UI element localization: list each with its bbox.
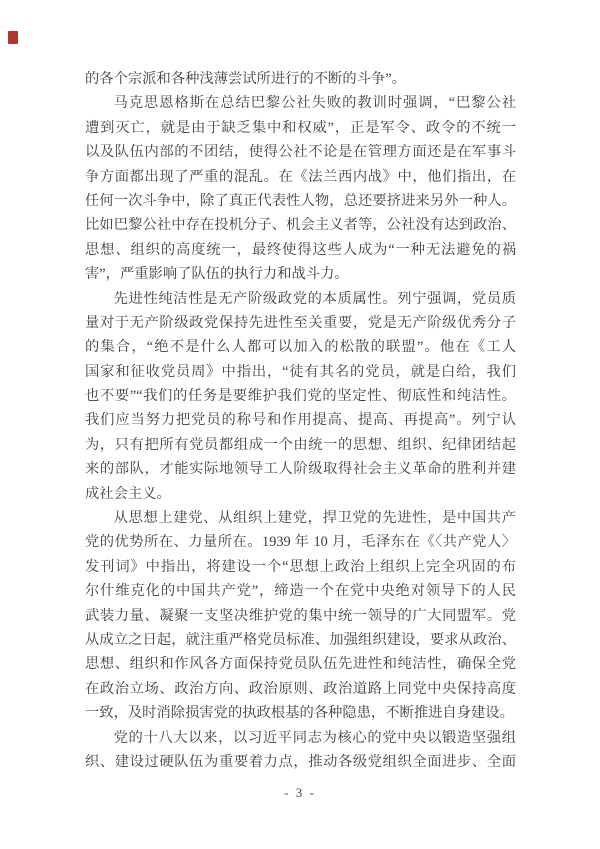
text-line: 党的优势所在、力量所在。1939 年 10 月，毛泽东在《〈共产党人〉: [85, 534, 516, 551]
red-corner-mark: [8, 31, 18, 44]
text-line: 也不要”“我们的任务是要维护我们党的坚定性、彻底性和纯洁性。: [85, 388, 516, 405]
text-line: 为，只有把所有党员都组成一个由统一的思想、组织、纪律团结起: [85, 436, 516, 453]
text-line: 任何一次斗争中，除了真正代表性人物，总还要挤进来另外一种人。: [85, 192, 516, 209]
text-line: 我们应当努力把党员的称号和作用提高、提高、再提高”。列宁认: [85, 412, 516, 429]
text-line: 织、建设过硬队伍为重要着力点，推动各级党组织全面进步、全面: [85, 753, 516, 770]
text-line: 思想、组织的高度统一，最终使得这些人成为“一种无法避免的祸: [85, 241, 516, 258]
text-line: 的各个宗派和各种浅薄尝试所进行的不断的斗争”。: [85, 71, 406, 87]
text-body: [85, 67, 516, 774]
text-line: 先进性纯洁性是无产阶级政党的本质属性。列宁强调，党员质: [113, 290, 516, 307]
text-line: 发刊词》中指出，将建设一个“思想上政治上组织上完全巩固的布: [85, 558, 516, 575]
text-line: 来的部队，才能实际地领导工人阶级取得社会主义革命的胜利并建: [85, 461, 516, 478]
text-line: 在政治立场、政治方向、政治原则、政治道路上同党中央保持高度: [85, 680, 516, 697]
text-line: 马克思恩格斯在总结巴黎公社失败的教训时强调，“巴黎公社: [113, 95, 516, 112]
text-line: 从思想上建党、从组织上建党，捍卫党的先进性，是中国共产: [113, 510, 516, 527]
text-line: 党的十八大以来，以习近平同志为核心的党中央以锻造坚强组: [113, 729, 516, 746]
text-line: 的集合，“绝不是什么人都可以加入的松散的联盟”。他在《工人: [85, 339, 516, 356]
text-line: 以及队伍内部的不团结，使得公社不论是在管理方面还是在军事斗: [85, 144, 516, 161]
text-line: 一致，及时消除损害党的执政根基的各种隐患，不断推进自身建设。: [85, 705, 514, 722]
text-line: 害”，严重影响了队伍的执行力和战斗力。: [85, 266, 349, 283]
text-line: 从成立之日起，就注重严格党员标准、加强组织建设，要求从政治、: [85, 631, 516, 648]
text-line: 成社会主义。: [85, 485, 171, 502]
text-line: 国家和征收党员周》中指出，“徒有其名的党员，就是白给，我们: [85, 363, 516, 380]
text-line: 遭到灭亡，就是由于缺乏集中和权威”，正是军令、政令的不统一: [85, 119, 516, 136]
text-line: 争方面都出现了严重的混乱。在《法兰西内战》中，他们指出，在: [85, 168, 516, 185]
page-number: - 3 -: [284, 785, 316, 800]
text-line: 武装力量、凝聚一支坚决维护党的集中统一领导的广大同盟军。党: [85, 607, 516, 624]
text-line: 尔什维克化的中国共产党”，缔造一个在党中央绝对领导下的人民: [85, 583, 516, 600]
text-line: 量对于无产阶级政党保持先进性至关重要，党是无产阶级优秀分子: [85, 314, 516, 331]
text-line: 比如巴黎公社中存在投机分子、机会主义者等，公社没有达到政治、: [85, 217, 516, 234]
text-line: 思想、组织和作风各方面保持党员队伍先进性和纯洁性，确保全党: [85, 656, 516, 673]
